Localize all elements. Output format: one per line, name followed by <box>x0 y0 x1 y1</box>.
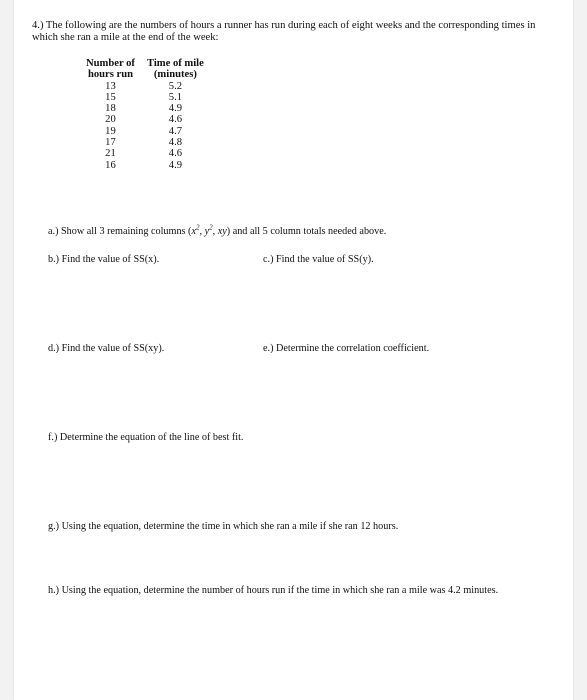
table-row <box>80 92 210 103</box>
hours-header-line2: hours run <box>87 69 133 81</box>
x-squared: $x^2$ <box>191 223 200 237</box>
question-f: f.) Determine the equation of the line of best fit. <box>48 432 244 443</box>
question-a-suffix: ) and all 5 column totals needed above. <box>226 226 387 237</box>
time-cell: 5.1 <box>168 91 183 103</box>
table-row <box>80 160 210 171</box>
xy-product: xy <box>217 226 227 237</box>
time-cell: 4.9 <box>168 159 183 171</box>
question-b: b.) Find the value of SS(x). <box>48 254 160 265</box>
time-cell: 4.8 <box>168 137 183 149</box>
table-row <box>80 148 210 159</box>
question-d: d.) Find the value of SS(xy). <box>48 343 165 354</box>
y-squared: $y^2$ <box>204 223 213 237</box>
question-e: e.) Determine the correlation coefficient. <box>263 343 430 354</box>
hours-cell: 18 <box>105 103 116 115</box>
separator: , <box>212 226 218 237</box>
time-cell: 4.9 <box>168 103 183 115</box>
table-header-row <box>80 58 210 81</box>
hours-cell: 17 <box>105 137 116 149</box>
hours-column-header <box>80 58 141 81</box>
time-column-header <box>141 58 210 81</box>
question-c: c.) Find the value of SS(y). <box>263 254 374 265</box>
worksheet-page <box>14 0 573 700</box>
data-table <box>80 58 210 171</box>
hours-cell: 19 <box>105 125 116 137</box>
separator: , <box>199 226 205 237</box>
problem-intro: 4.) The following are the numbers of hours a runner has run during each of eight weeks and the corresponding times in which she ran a mile at the end of the week: <box>32 20 536 43</box>
time-cell: 5.2 <box>168 80 183 92</box>
question-h: h.) Using the equation, determine the number of hours run if the time in which she ran a mile was 4.2 minutes. <box>48 585 499 596</box>
table-row <box>80 126 210 137</box>
hours-cell: 15 <box>105 91 116 103</box>
question-a <box>48 223 387 238</box>
hours-cell: 21 <box>105 148 116 160</box>
question-a-prefix: a.) Show all 3 remaining columns ( <box>48 226 192 237</box>
hours-cell: 20 <box>105 114 116 126</box>
table-row <box>80 137 210 148</box>
time-cell: 4.6 <box>168 114 183 126</box>
time-cell: 4.7 <box>168 125 183 137</box>
table-row <box>80 81 210 92</box>
hours-cell: 16 <box>105 159 116 171</box>
time-cell: 4.6 <box>168 148 183 160</box>
table-row <box>80 103 210 114</box>
table-row <box>80 114 210 125</box>
hours-header-line1: Number of <box>86 58 135 69</box>
time-header-line1: Time of mile <box>146 58 204 69</box>
question-g: g.) Using the equation, determine the time in which she ran a mile if she ran 12 hours. <box>48 521 399 532</box>
hours-cell: 13 <box>105 80 116 92</box>
time-header-line2: (minutes) <box>153 69 197 81</box>
